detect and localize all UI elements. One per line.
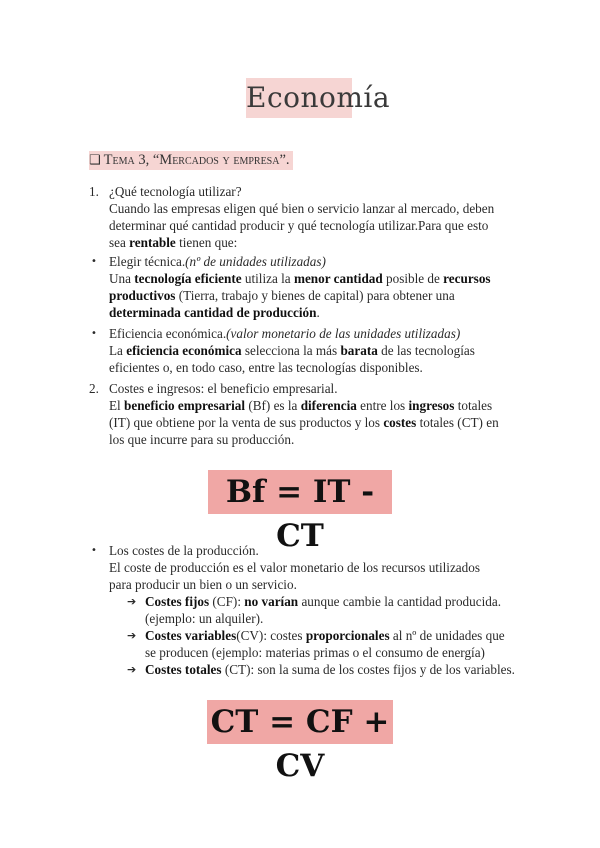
emphasis: rentable [129, 235, 176, 250]
cost-item-totales [127, 661, 515, 678]
item-heading: ¿Qué tecnología utilizar? [109, 184, 242, 199]
item-text: determinar qué cantidad producir y qué tecnología utilizar.Para que esto [109, 218, 489, 233]
item-text: El coste de producción es el valor monetario de los recursos utilizados [109, 560, 480, 575]
cost-item-variables [127, 627, 505, 661]
item-text: los que incurre para su producción. [109, 432, 295, 447]
cost-item-fijos [127, 593, 501, 627]
list-item-1 [89, 183, 495, 251]
arrow-icon: ➔ [127, 595, 137, 608]
item-text: sea rentable tienen que: [109, 235, 238, 250]
item-text: El beneficio empresarial (Bf) es la diferencia entre los ingresos totales [109, 398, 493, 413]
item-text: (IT) que obtiene por la venta de sus productos y los costes totales (CT) en [109, 415, 499, 430]
item-text: se producen (ejemplo: materias primas o el consumo de energía) [145, 645, 485, 660]
list-number: 2. [89, 381, 99, 396]
item-heading: Eficiencia económica.(valor monetario de las unidades utilizadas) [109, 326, 461, 341]
item-heading: Los costes de la producción. [109, 543, 259, 558]
item-heading: Elegir técnica.(nº de unidades utilizadas) [109, 254, 326, 269]
item-text: Costes fijos (CF): no varían aunque cambie la cantidad producida. [145, 594, 501, 609]
bullet-icon: • [91, 545, 97, 556]
list-item-elegir-tecnica [91, 253, 491, 321]
item-text: Una tecnología eficiente utiliza la menor cantidad posible de recursos [109, 271, 491, 286]
arrow-icon: ➔ [127, 629, 137, 642]
list-item-costes [91, 542, 480, 593]
section-heading [89, 149, 293, 171]
section-title: Tema 3, “Mercados y empresa”. [103, 152, 290, 168]
item-text: La eficiencia económica selecciona la más barata de las tecnologías [109, 343, 475, 358]
item-text: Cuando las empresas eligen qué bien o servicio lanzar al mercado, deben [109, 201, 495, 216]
bullet-icon: • [91, 256, 97, 267]
item-text: productivos (Tierra, trabajo y bienes de capital) para obtener una [109, 288, 455, 303]
list-number: 1. [89, 184, 99, 199]
item-text: (ejemplo: un alquiler). [145, 611, 264, 626]
item-text: Costes totales (CT): son la suma de los costes fijos y de los variables. [145, 662, 515, 677]
list-item-2 [89, 380, 499, 448]
formula-beneficio: Bf = IT - CT [208, 470, 392, 514]
formula-costes-totales: CT = CF + CV [207, 700, 393, 744]
item-text: eficientes o, en todo caso, entre las tecnologías disponibles. [109, 360, 423, 375]
item-heading: Costes e ingresos: el beneficio empresarial. [109, 381, 338, 396]
bullet-icon: • [91, 328, 97, 339]
arrow-icon: ➔ [127, 663, 137, 676]
item-text: para producir un bien o un servicio. [109, 577, 297, 592]
item-text: Costes variables(CV): costes proporcionales al nº de unidades que [145, 628, 505, 643]
page-title: Economía [246, 78, 352, 118]
checkbox-icon: ❑ [89, 153, 101, 168]
list-item-eficiencia [91, 325, 475, 376]
item-text: determinada cantidad de producción. [109, 305, 320, 320]
